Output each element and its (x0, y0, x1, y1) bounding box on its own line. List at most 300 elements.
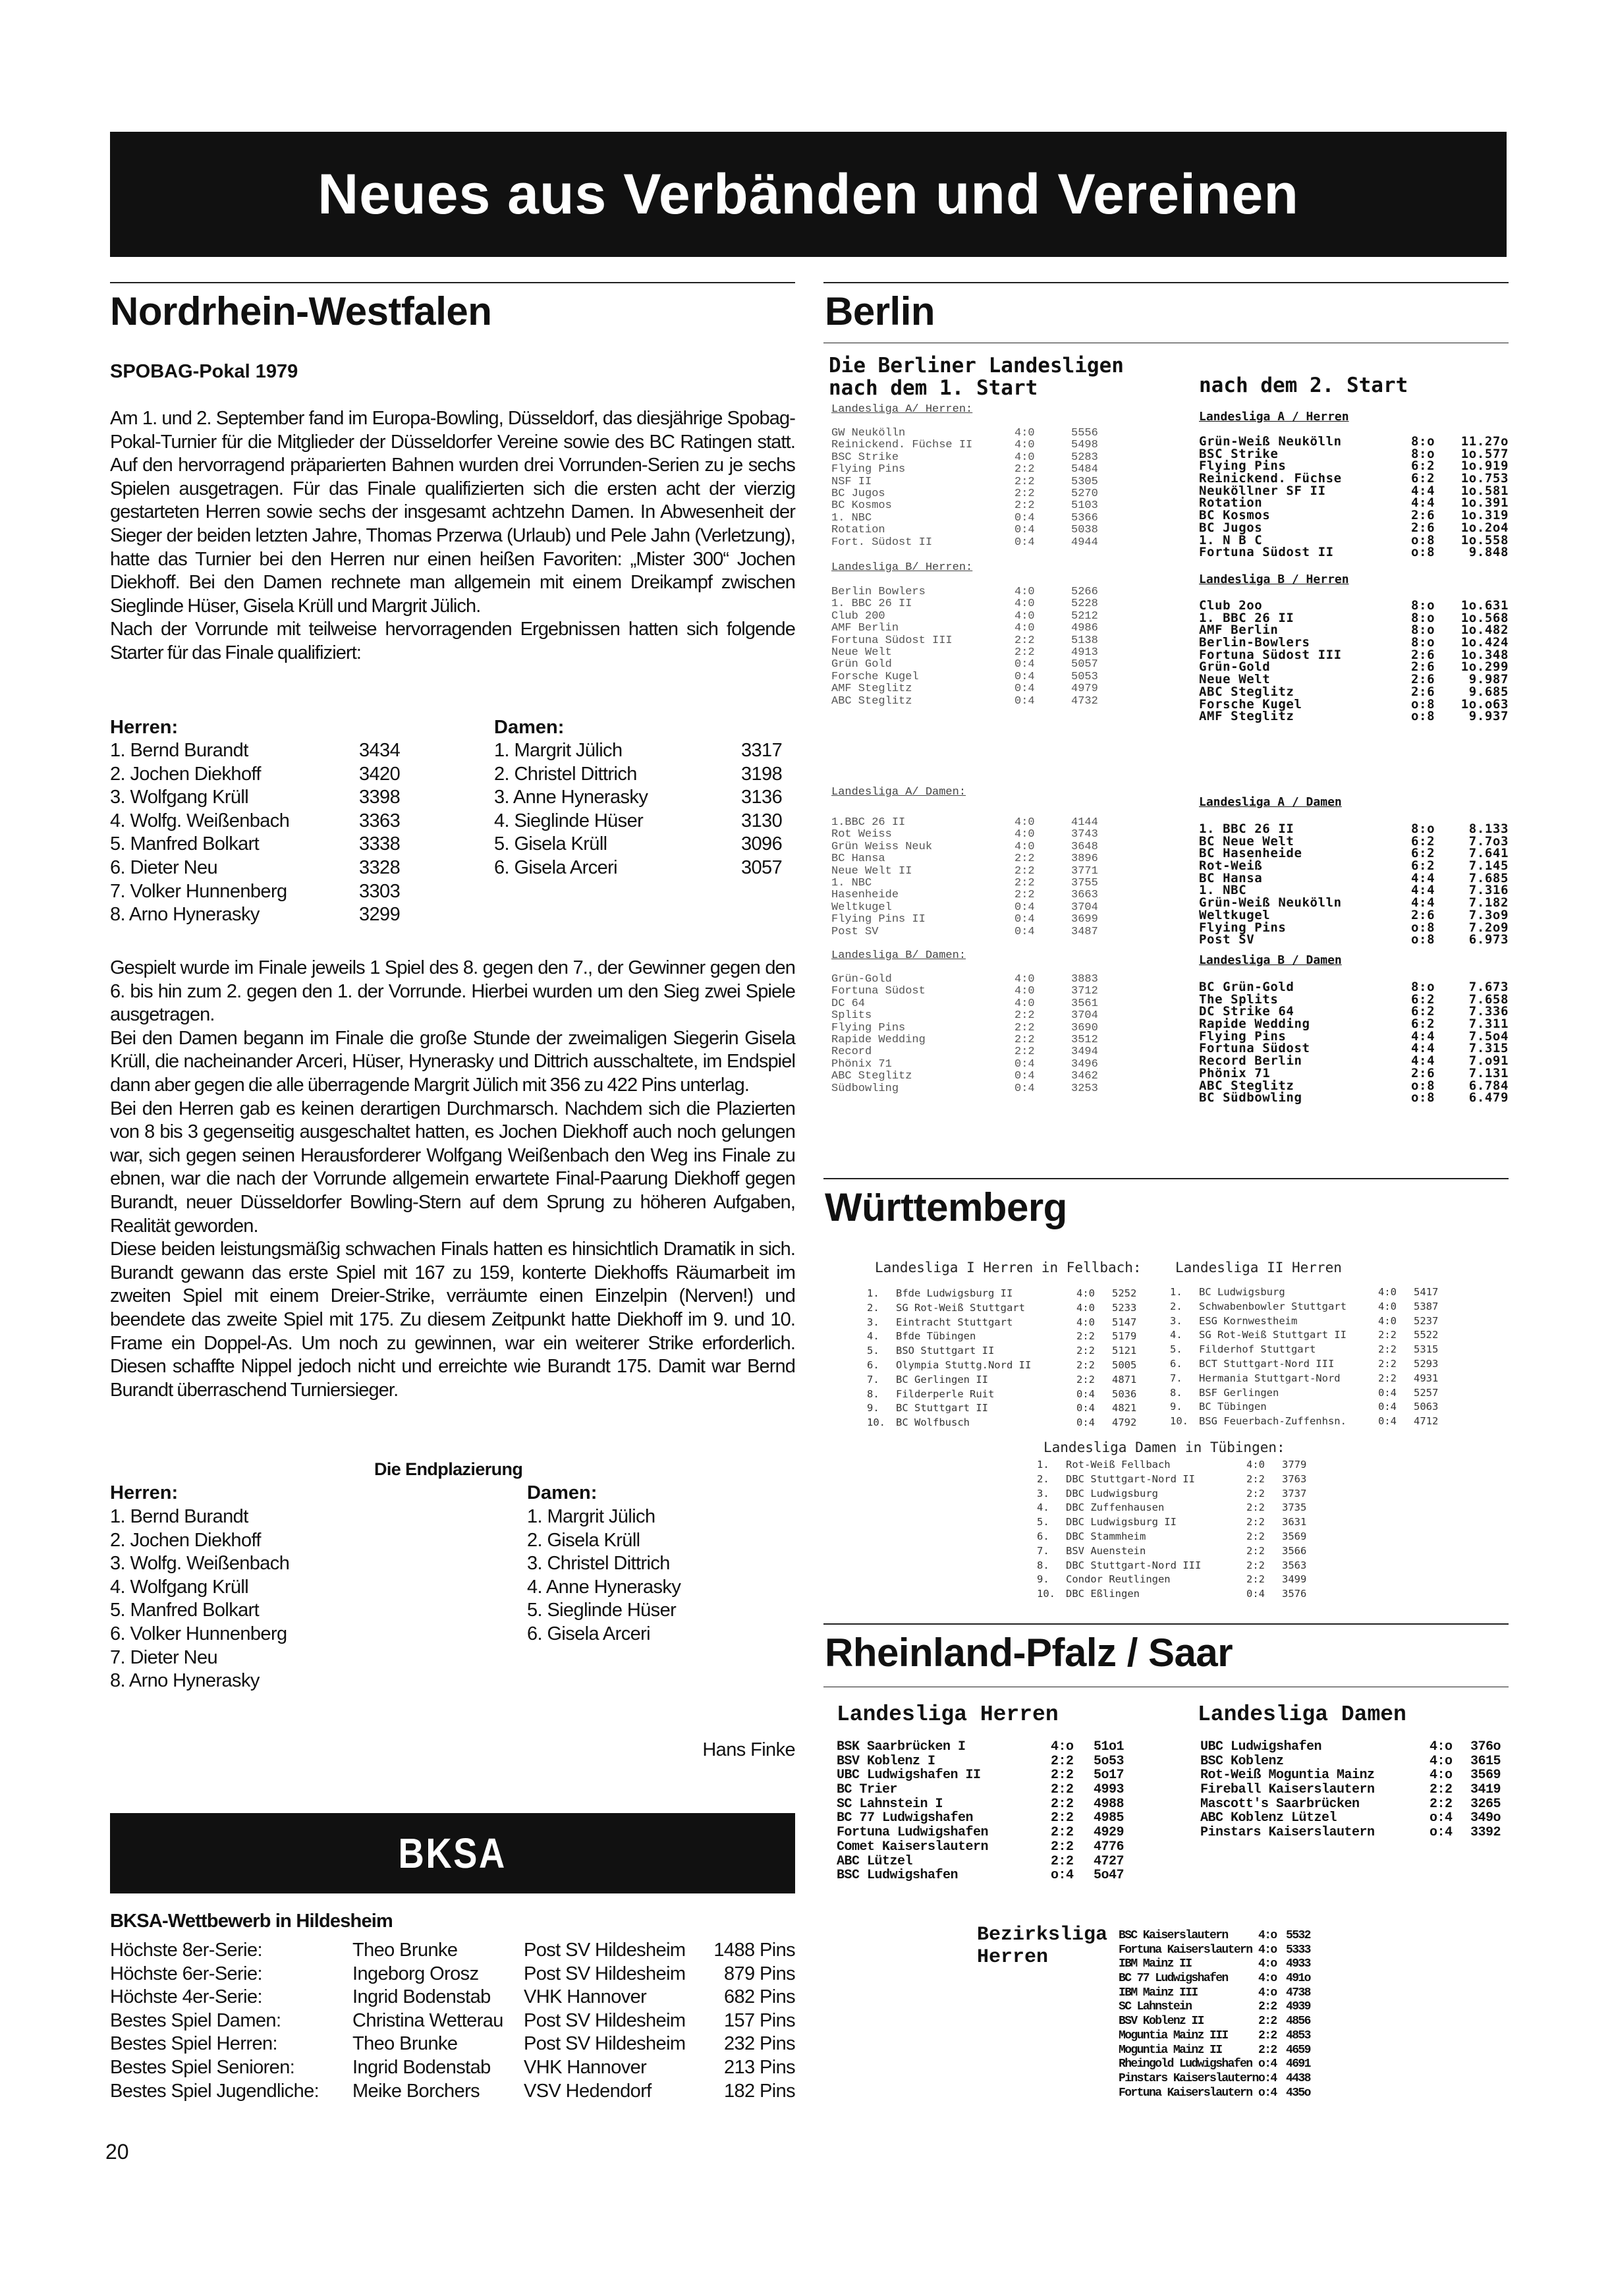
table-row (110, 2010, 795, 2034)
ranking-damen-list (527, 1506, 791, 1647)
wue-landesliga1-table (867, 1287, 1177, 1431)
player-cell: Meike Borchers (352, 2080, 480, 2102)
team-cell: BC Jugos (831, 487, 885, 500)
team-cell: BC Hasenheide (1199, 846, 1302, 861)
table-row (110, 810, 401, 834)
points-cell: 0:4 (1378, 1415, 1397, 1428)
team-cell: BSC Strike (1199, 446, 1279, 461)
pins-cell: 5333 (1286, 1943, 1310, 1957)
table-row (1170, 1358, 1480, 1372)
table-row (867, 1402, 1177, 1416)
pins-cell: 5138 (1071, 634, 1098, 647)
table-row (831, 997, 1181, 1009)
team-cell: Fortuna Kaiserslautern (1119, 2086, 1252, 2100)
team-cell: Flying Pins (1199, 459, 1287, 474)
pins-cell: 5053 (1071, 670, 1098, 683)
points-cell: 2:6 (1411, 1065, 1435, 1080)
table-title: Landesliga B/ Herren: (831, 561, 973, 574)
table-row (867, 1359, 1177, 1374)
table-row (831, 451, 1181, 463)
team-cell: Grün-Gold (1199, 659, 1271, 675)
pins-cell: 4933 (1286, 1957, 1310, 1971)
team-cell: 1.BBC 26 II (831, 816, 906, 829)
pins-cell: 3462 (1071, 1070, 1098, 1083)
table-row (1119, 1957, 1507, 1972)
pins-cell: 3496 (1071, 1057, 1098, 1071)
points-cell: 6:2 (1411, 846, 1435, 861)
player-cell: 2. Jochen Diekhoff (110, 1529, 261, 1551)
section-title-wuerttemberg: Württemberg (825, 1185, 1067, 1229)
team-cell: BSV Auenstein (1066, 1544, 1146, 1557)
table-row (1170, 1387, 1480, 1401)
team-cell: Fort. Südost II (831, 536, 933, 549)
rank-cell: 2. (1037, 1472, 1049, 1485)
pins-cell: 5237 (1414, 1314, 1439, 1327)
rank-cell: 1. (867, 1287, 879, 1299)
pins-cell: 3569 (1282, 1530, 1307, 1542)
pins-cell: 9.848 (1468, 545, 1509, 560)
pins-cell: 3735 (1282, 1501, 1307, 1514)
table-row (110, 833, 401, 857)
team-cell: BSG Feuerbach-Zuffenhsn. (1199, 1415, 1347, 1428)
pins-cell: 5063 (1414, 1401, 1439, 1413)
table-row (1199, 908, 1509, 920)
table-title: Landesliga II Herren (1175, 1260, 1342, 1275)
player-cell: 1. Margrit Jülich (527, 1506, 655, 1527)
team-cell: BC 77 Ludwigshafen (837, 1810, 974, 1826)
pins-cell: 4944 (1071, 536, 1098, 549)
pins-cell: 7.7o3 (1468, 833, 1509, 849)
points-cell: 8:o (1411, 446, 1435, 461)
points-cell: 6:2 (1411, 1004, 1435, 1019)
pins-cell: 3392 (1470, 1825, 1501, 1841)
table-row (831, 463, 1181, 475)
points-cell: 2:2 (1014, 1046, 1035, 1059)
table-row (831, 634, 1181, 646)
table-row (1199, 471, 1509, 484)
pins-cell: 3494 (1071, 1046, 1098, 1059)
pins-cell: 5417 (1414, 1286, 1439, 1298)
pins-cell: 7.315 (1468, 1041, 1509, 1056)
team-cell: ABC Lützel (837, 1853, 913, 1869)
score-cell: 3398 (359, 787, 401, 808)
table-row (867, 1287, 1177, 1302)
table-row (831, 427, 1181, 439)
table-row (837, 1768, 1179, 1782)
team-cell: Condor Reutlingen (1066, 1573, 1171, 1586)
points-cell: 8:o (1411, 623, 1435, 638)
points-cell: 4:0 (1014, 439, 1035, 452)
team-cell: BC Hansa (1199, 870, 1263, 885)
ranking-herren-list (110, 1506, 374, 1694)
table-row (831, 671, 1181, 683)
player-cell: 3. Wolfgang Krüll (110, 787, 249, 808)
score-cell: 3328 (359, 856, 401, 878)
player-cell: 2. Jochen Diekhoff (110, 763, 261, 785)
team-cell: SC Lahnstein (1119, 2000, 1192, 2014)
score-cell: 3317 (741, 740, 783, 761)
team-cell: Forsche Kugel (1199, 696, 1302, 712)
team-cell: Rot-Weiß Fellbach (1066, 1459, 1171, 1470)
table-row (1170, 1329, 1480, 1343)
points-cell: 2:6 (1411, 672, 1435, 687)
player-cell: 5. Gisela Krüll (494, 833, 607, 855)
points-cell: 4:0 (1014, 985, 1035, 998)
table-row (1199, 932, 1509, 945)
rank-cell: 9. (1037, 1573, 1049, 1586)
pins-cell: 3743 (1071, 828, 1098, 841)
team-cell: BC Wolfbusch (896, 1416, 970, 1429)
points-cell: 8:o (1411, 980, 1435, 994)
player-cell: 1. Bernd Burandt (110, 740, 248, 761)
team-cell: DC Strike 64 (1199, 1004, 1294, 1019)
pins-cell: 5305 (1071, 475, 1098, 488)
table-row (110, 787, 401, 810)
table-row (837, 1868, 1179, 1882)
team-cell: Reinickend. Füchse II (831, 439, 973, 452)
points-cell: 2:2 (1430, 1782, 1453, 1798)
team-cell: BC Trier (837, 1782, 898, 1798)
team-cell: BSC Koblenz (1200, 1753, 1284, 1769)
table-row (1170, 1286, 1480, 1301)
points-cell: 2:2 (1076, 1330, 1095, 1343)
pins-cell: 4144 (1071, 816, 1098, 829)
team-cell: Grün-Weiß Neukölln (1199, 895, 1342, 910)
points-cell: 2:2 (1051, 1782, 1074, 1798)
paragraph: Diese beiden leistungsmäßig schwachen Finals hatten es hinsichtlich Dramatik in sich. Burandt gewann das erste Spiel mit 167 zu 159, konterte Diekhoffs Räumarbeit im zweiten Spiel mit einem Dreier-Strike, verräumte einen Einzelpin (Nerven!) und beendete das zweite Spiel mit 175. Zu diesem Zeitpunkt hatte Diekhoff im 9. und 10. Frame ein Doppel-As. Um noch zu gewinnen, war ein weiterer Strike erforderlich. Diesen schaffte Nippel jedoch nicht und erreichte wie Burandt 175. Damit war Bernd Burandt überraschend Turniersieger. (110, 1239, 795, 1401)
table-row (837, 1825, 1179, 1839)
table-row (837, 1854, 1179, 1868)
pins-cell: 4913 (1071, 646, 1098, 659)
team-cell: Phönix 71 (831, 1057, 892, 1071)
points-cell: 2:2 (1014, 634, 1035, 647)
table-row (1199, 659, 1509, 675)
score-cell: 3363 (359, 810, 401, 831)
player-cell: 3. Christel Dittrich (527, 1553, 670, 1575)
finalists-herren-label: Herren: (110, 717, 179, 738)
points-cell: 4:0 (1076, 1316, 1095, 1328)
table-title: Bezirksliga Herren (977, 1924, 1108, 1969)
points-cell: 2:2 (1014, 889, 1035, 902)
points-cell: 8:o (1411, 434, 1435, 449)
pins-cell: 5387 (1414, 1300, 1439, 1312)
pins-cell: 3663 (1071, 889, 1098, 902)
points-cell: 4:4 (1411, 1041, 1435, 1056)
player-cell: 2. Christel Dittrich (494, 763, 637, 785)
table-row (110, 1553, 374, 1577)
pins-cell: 5484 (1071, 463, 1098, 476)
points-cell: 4:0 (1014, 816, 1035, 829)
player-cell: 3. Anne Hynerasky (494, 787, 648, 808)
table-row (831, 985, 1181, 997)
team-cell: UBC Ludwigshafen II (837, 1768, 981, 1783)
points-cell: 2:2 (1014, 864, 1035, 878)
pins-cell: 4776 (1094, 1839, 1125, 1855)
rank-cell: 4. (1170, 1329, 1182, 1341)
pins-cell: 5366 (1071, 511, 1098, 524)
table-row (1199, 533, 1509, 546)
table-row (110, 1940, 795, 1963)
points-cell: 2:2 (1258, 2015, 1277, 2029)
table-row (837, 1754, 1179, 1768)
pins-cell: 5252 (1112, 1287, 1137, 1299)
team-cell: Fortuna Südost II (1199, 545, 1334, 560)
team-cell: BC 77 Ludwigshafen (1119, 1972, 1228, 1986)
team-cell: Olympia Stuttg.Nord II (896, 1358, 1032, 1371)
table-row (1119, 1986, 1507, 2001)
team-cell: Neuköllner SF II (1199, 483, 1326, 498)
pins-cell: 3896 (1071, 853, 1098, 866)
points-cell: 4:4 (1411, 870, 1435, 885)
points-cell: 0:4 (1014, 524, 1035, 537)
table-row (494, 833, 783, 857)
points-cell: 2:2 (1076, 1373, 1095, 1386)
points-cell: 2:2 (1051, 1753, 1074, 1769)
table-row (837, 1797, 1179, 1811)
table-row (831, 1046, 1181, 1057)
team-cell: SC Lahnstein I (837, 1796, 943, 1812)
rank-cell: 3. (1037, 1487, 1049, 1499)
points-cell: 2:2 (1051, 1796, 1074, 1812)
team-cell: 1. BBC 26 II (831, 598, 912, 611)
pins-cell: 157 Pins (723, 2009, 795, 2031)
berlin-s2-b-herren-table (1199, 598, 1509, 724)
category-cell: Bestes Spiel Senioren: (110, 2056, 295, 2078)
team-cell: Rapide Wedding (831, 1033, 926, 1046)
pins-cell: 435o (1286, 2086, 1310, 2100)
table-row (1200, 1739, 1510, 1754)
table-row (831, 1058, 1181, 1070)
points-cell: 2:6 (1411, 520, 1435, 535)
table-row (1199, 920, 1509, 933)
table-row (1037, 1573, 1314, 1588)
rank-cell: 4. (867, 1330, 879, 1343)
team-cell: Pinstars Kaiserslautern (1119, 2071, 1258, 2085)
points-cell: 4:o (1258, 1929, 1277, 1942)
team-cell: BC Hansa (831, 853, 885, 866)
team-cell: AMF Steglitz (1199, 709, 1294, 724)
table-row (867, 1316, 1177, 1331)
player-cell: 6. Gisela Arceri (527, 1623, 651, 1644)
points-cell: 0:4 (1076, 1402, 1095, 1414)
points-cell: 2:2 (1076, 1345, 1095, 1357)
team-cell: Club 200 (831, 609, 885, 623)
pins-cell: 3699 (1071, 913, 1098, 926)
table-title: Landesliga Damen (1198, 1702, 1406, 1727)
pins-cell: 4979 (1071, 683, 1098, 696)
points-cell: 2:2 (1246, 1573, 1265, 1586)
table-row (831, 646, 1181, 658)
table-row (1037, 1488, 1314, 1502)
pins-cell: 3576 (1282, 1588, 1307, 1600)
points-cell: 2:2 (1051, 1825, 1074, 1841)
player-cell: Christina Wetterau (352, 2009, 503, 2031)
table-row (1037, 1501, 1314, 1516)
team-cell: 1. NBC (831, 876, 872, 889)
table-row (1199, 447, 1509, 459)
team-cell: Moguntia Mainz III (1119, 2029, 1228, 2042)
pins-cell: 5233 (1112, 1301, 1137, 1314)
team-cell: Forsche Kugel (831, 670, 919, 683)
team-cell: Berlin-Bowlers (1199, 635, 1310, 650)
table-row (527, 1506, 791, 1530)
team-cell: DC 64 (831, 997, 866, 1010)
table-row (831, 865, 1181, 877)
team-cell: Rotation (831, 524, 885, 537)
table-row (1199, 871, 1509, 883)
table-row (494, 810, 783, 834)
player-cell: Ingrid Bodenstab (352, 1986, 491, 2008)
pins-cell: 5270 (1071, 487, 1098, 500)
table-row (1199, 508, 1509, 523)
pins-cell: 1o.348 (1460, 647, 1509, 662)
table-row (1199, 858, 1509, 874)
table-row (1170, 1343, 1480, 1358)
table-row (1037, 1530, 1314, 1545)
table-row (1037, 1473, 1314, 1488)
points-cell: 4:0 (1014, 622, 1035, 635)
berlin-s2-a-damen-table (1199, 822, 1509, 945)
points-cell: 4:0 (1378, 1314, 1397, 1327)
table-row (1119, 1972, 1507, 1986)
points-cell: 4:4 (1411, 1028, 1435, 1044)
points-cell: o:4 (1258, 2058, 1277, 2071)
team-cell: Fortuna Kaiserslautern (1119, 1943, 1252, 1957)
pins-cell: 3737 (1282, 1487, 1307, 1499)
points-cell: 0:4 (1014, 694, 1035, 708)
table-row (1199, 1029, 1509, 1042)
player-cell: Ingrid Bodenstab (352, 2056, 491, 2078)
team-cell: Flying Pins (1199, 1028, 1287, 1044)
pins-cell: 7.316 (1468, 883, 1509, 898)
points-cell: 4:0 (1076, 1301, 1095, 1314)
paragraph: Am 1. und 2. September fand im Europa-Bowling, Düsseldorf, das diesjährige Spobag-Pokal-Turnier für die Mitglieder der Düsseldorfer Vereine sowie des BC Ratingen statt. Auf den hervorragend präparierten Bahnen wurden drei Vorrunden-Serien zu je sechs Spielen ausgetragen. Für das Finale qualifizierten sich die ersten acht der vierzig gestarteten Herren sowie sechs der insgesamt achtzehn Damen. In Abwesenheit der Sieger der beiden letzten Jahre, Thomas Przerwa (Urlaub) und Pele Jahn (Verletzung), hatte das Turnier bei den Herren nur einen heißen Favoriten: „Mister 300“ Jochen Diekhoff. Bei den Damen rechnete man allgemein mit einem Dreikampf zwischen Sieglinde Hüser, Gisela Krüll und Margrit Jülich. (110, 408, 795, 617)
points-cell: 6:2 (1411, 1017, 1435, 1032)
pins-cell: 1o.299 (1460, 659, 1509, 675)
team-cell: UBC Ludwigshafen (1200, 1739, 1322, 1754)
team-cell: BC Jugos (1199, 520, 1263, 535)
table-row (110, 2033, 795, 2057)
points-cell: 2:2 (1051, 1853, 1074, 1869)
paragraph: Nach der Vorrunde mit teilweise hervorragenden Ergebnissen hatten sich folgende Starter für das Finale qualifiziert: (110, 619, 795, 663)
pins-cell: 5005 (1112, 1358, 1137, 1371)
table-row (1200, 1797, 1510, 1811)
finalists-damen-table (494, 740, 783, 881)
player-cell: 6. Dieter Neu (110, 856, 218, 878)
points-cell: 4:0 (1014, 427, 1035, 439)
points-cell: 0:4 (1014, 1082, 1035, 1095)
pins-cell: 1o.482 (1460, 623, 1509, 638)
table-row (1199, 459, 1509, 474)
team-cell: DBC Ludwigsburg (1066, 1487, 1158, 1499)
table-title: Landesliga Herren (837, 1702, 1059, 1727)
section-title-nrw: Nordrhein-Westfalen (110, 289, 492, 333)
pins-cell: 9.685 (1468, 684, 1509, 699)
score-cell: 3096 (741, 833, 783, 855)
team-cell: Schwabenbowler Stuttgart (1199, 1300, 1347, 1312)
table-row (831, 439, 1181, 451)
points-cell: 6:2 (1411, 858, 1435, 874)
team-cell: Reinickend. Füchse (1199, 471, 1342, 486)
score-cell: 3130 (741, 810, 783, 831)
team-cell: AMF Berlin (1199, 623, 1279, 638)
table-row (1199, 846, 1509, 861)
table-title: Landesliga B/ Damen: (831, 949, 966, 962)
points-cell: 4:o (1258, 1972, 1277, 1986)
points-cell: 2:2 (1430, 1796, 1453, 1812)
pins-cell: 7.311 (1468, 1017, 1509, 1032)
author: Hans Finke (702, 1739, 795, 1760)
table-row (1170, 1401, 1480, 1415)
team-cell: Phönix 71 (1199, 1065, 1271, 1080)
table-row (110, 1600, 374, 1623)
team-cell: IBM Mainz II (1119, 1957, 1192, 1971)
table-row (831, 1022, 1181, 1034)
table-row (831, 973, 1181, 985)
rank-cell: 6. (1037, 1530, 1049, 1542)
player-cell: 3. Wolfg. Weißenbach (110, 1553, 290, 1575)
points-cell: o:8 (1411, 1078, 1435, 1093)
points-cell: 2:2 (1258, 2000, 1277, 2014)
player-cell: 6. Gisela Arceri (494, 856, 618, 878)
team-cell: Fortuna Südost III (831, 634, 953, 647)
rank-cell: 1. (1037, 1459, 1049, 1470)
table-row (1119, 2000, 1507, 2015)
pins-cell: 11.27o (1460, 434, 1509, 449)
team-cell: Splits (831, 1009, 872, 1022)
points-cell: o:8 (1411, 532, 1435, 547)
team-cell: Flying Pins (1199, 920, 1287, 935)
points-cell: 8:o (1411, 598, 1435, 613)
points-cell: 2:2 (1051, 1768, 1074, 1783)
points-cell: o:4 (1258, 2071, 1277, 2085)
table-row (1199, 611, 1509, 623)
pins-cell: 5103 (1071, 499, 1098, 513)
wue-landesliga2-table (1170, 1286, 1480, 1430)
points-cell: 2:2 (1246, 1516, 1265, 1528)
player-cell: 8. Arno Hynerasky (110, 1670, 260, 1692)
table-row (867, 1374, 1177, 1388)
pins-cell: 3755 (1071, 876, 1098, 889)
table-row (831, 877, 1181, 889)
table-row (867, 1302, 1177, 1316)
points-cell: 2:2 (1014, 1009, 1035, 1022)
table-row (1119, 2044, 1507, 2058)
table-row (831, 586, 1181, 598)
pins-cell: 1o.558 (1460, 532, 1509, 547)
berlin-s1-a-damen-table (831, 816, 1181, 938)
score-cell: 3338 (359, 833, 401, 855)
team-cell: Rot Weiss (831, 828, 892, 841)
pins-cell: 4856 (1286, 2015, 1310, 2029)
club-cell: VSV Hedendorf (524, 2080, 652, 2102)
pins-cell: 5057 (1071, 658, 1098, 671)
pins-cell: 5498 (1071, 439, 1098, 452)
rank-cell: 10. (1170, 1415, 1188, 1428)
pins-cell: 4985 (1094, 1810, 1125, 1826)
points-cell: 4:o (1258, 1957, 1277, 1971)
pins-cell: 6.784 (1468, 1078, 1509, 1093)
table-row (831, 926, 1181, 938)
pins-cell: 4853 (1286, 2029, 1310, 2042)
team-cell: Neue Welt (1199, 672, 1271, 687)
team-cell: Rotation (1199, 495, 1263, 511)
points-cell: 2:2 (1051, 1810, 1074, 1826)
club-cell: Post SV Hildesheim (524, 2009, 686, 2031)
table-row (831, 853, 1181, 864)
table-row (831, 683, 1181, 694)
team-cell: Rapide Wedding (1199, 1017, 1310, 1032)
